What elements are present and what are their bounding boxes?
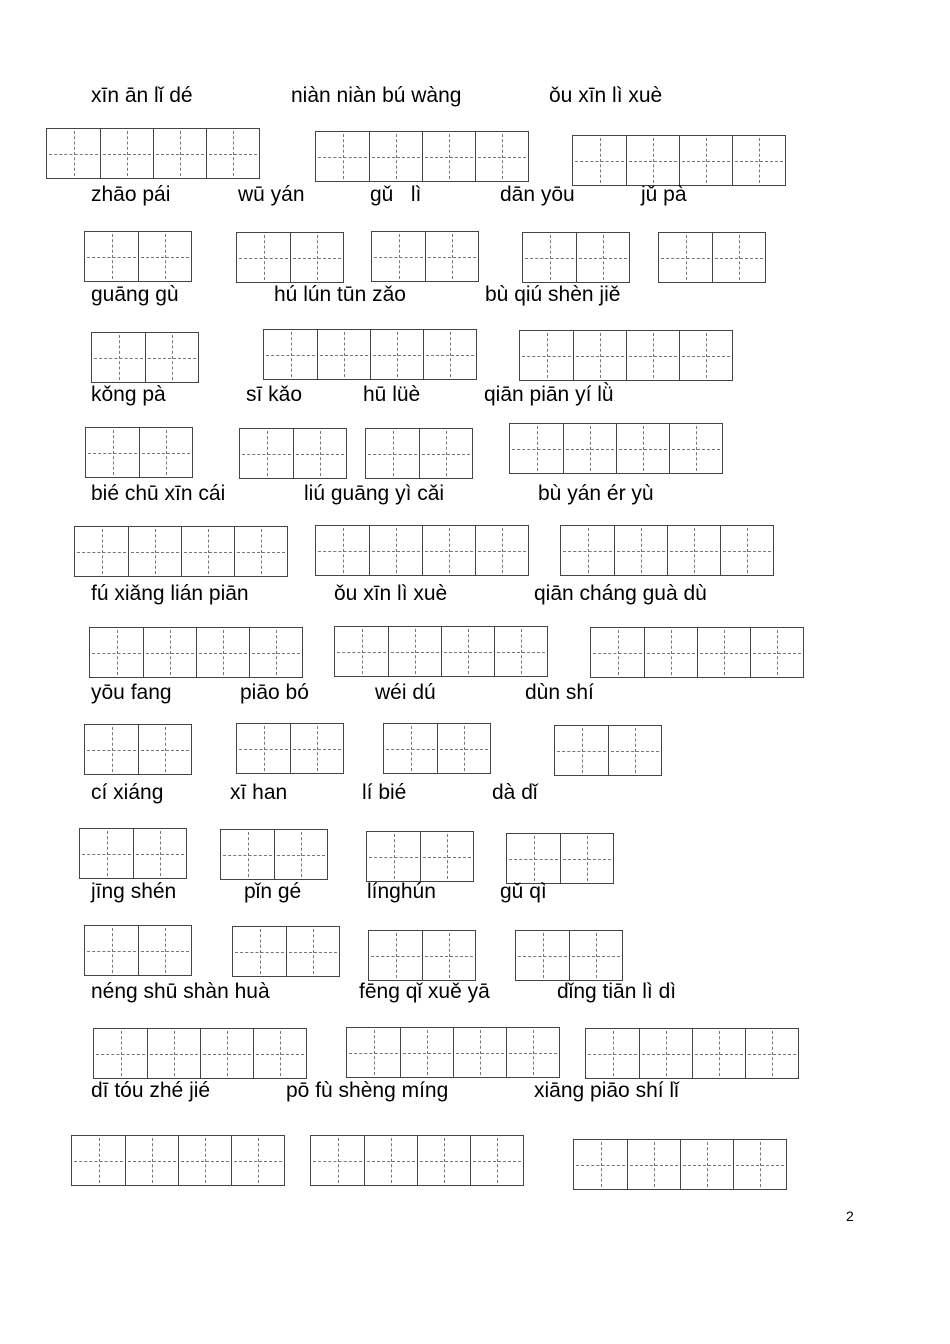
pinyin-prompt: dī tóu zhé jié (91, 1079, 211, 1102)
pinyin-prompt: gǔ qì (500, 880, 547, 903)
character-box[interactable] (554, 725, 662, 776)
pinyin-prompt: piāo bó (240, 681, 309, 704)
pinyin-prompt: pǐn gé (244, 880, 302, 903)
character-box[interactable] (590, 627, 804, 678)
character-box[interactable] (334, 626, 548, 677)
pinyin-prompt: xiāng piāo shí lǐ (534, 1079, 679, 1102)
character-box[interactable] (522, 232, 630, 283)
pinyin-prompt: fú xiǎng lián piān (91, 582, 249, 605)
character-box[interactable] (71, 1135, 285, 1186)
pinyin-prompt: dān yōu (500, 183, 575, 206)
character-box[interactable] (346, 1027, 560, 1078)
pinyin-prompt: bù yán ér yù (538, 482, 654, 505)
character-box[interactable] (236, 723, 344, 774)
character-box[interactable] (232, 926, 340, 977)
character-box[interactable] (84, 925, 192, 976)
pinyin-prompt: néng shū shàn huà (91, 980, 270, 1003)
character-box[interactable] (315, 131, 529, 182)
pinyin-prompt: jǔ pà (641, 183, 687, 206)
character-box[interactable] (85, 427, 193, 478)
character-box[interactable] (573, 1139, 787, 1190)
character-box[interactable] (383, 723, 491, 774)
character-box[interactable] (93, 1028, 307, 1079)
character-box[interactable] (560, 525, 774, 576)
character-box[interactable] (509, 423, 723, 474)
pinyin-prompt: cí xiáng (91, 781, 164, 804)
pinyin-prompt: yōu fang (91, 681, 172, 704)
pinyin-prompt: fēng qǐ xuě yā (359, 980, 490, 1003)
character-box[interactable] (506, 833, 614, 884)
character-box[interactable] (515, 930, 623, 981)
character-box[interactable] (263, 329, 477, 380)
pinyin-prompt: hū lüè (363, 383, 421, 406)
pinyin-prompt: dǐng tiān lì dì (557, 980, 677, 1003)
pinyin-prompt: lí bié (362, 781, 407, 804)
character-box[interactable] (315, 525, 529, 576)
character-box[interactable] (368, 930, 476, 981)
character-box[interactable] (89, 627, 303, 678)
character-box[interactable] (519, 330, 733, 381)
pinyin-prompt: qiān cháng guà dù (534, 582, 707, 605)
pinyin-prompt: wéi dú (375, 681, 436, 704)
pinyin-prompt: niàn niàn bú wàng (291, 84, 462, 107)
character-box[interactable] (585, 1028, 799, 1079)
pinyin-prompt: jīng shén (91, 880, 177, 903)
pinyin-prompt: dà dǐ (492, 781, 538, 804)
character-box[interactable] (84, 724, 192, 775)
pinyin-prompt: dùn shí (525, 681, 594, 704)
character-box[interactable] (365, 428, 473, 479)
pinyin-prompt: xīn ān lǐ dé (91, 84, 193, 107)
pinyin-prompt: bù qiú shèn jiě (485, 283, 621, 306)
pinyin-prompt: hú lún tūn zǎo (274, 283, 406, 306)
character-box[interactable] (84, 231, 192, 282)
pinyin-prompt: xī han (230, 781, 288, 804)
character-box[interactable] (236, 232, 344, 283)
pinyin-prompt: wū yán (238, 183, 305, 206)
pinyin-prompt: gǔ lì (370, 183, 422, 206)
pinyin-prompt: liú guāng yì cǎi (304, 482, 445, 505)
character-box[interactable] (658, 232, 766, 283)
character-box[interactable] (220, 829, 328, 880)
pinyin-prompt: sī kǎo (246, 383, 303, 406)
pinyin-prompt: zhāo pái (91, 183, 171, 206)
character-box[interactable] (79, 828, 187, 879)
pinyin-prompt: pō fù shèng míng (286, 1079, 449, 1102)
pinyin-prompt: bié chū xīn cái (91, 482, 226, 505)
character-box[interactable] (371, 231, 479, 282)
pinyin-prompt: guāng gù (91, 283, 179, 306)
pinyin-prompt: kǒng pà (91, 383, 166, 406)
character-box[interactable] (572, 135, 786, 186)
character-box[interactable] (366, 831, 474, 882)
pinyin-prompt: línghún (367, 880, 436, 903)
pinyin-prompt: qiān piān yí lǜ (484, 383, 614, 406)
pinyin-prompt: ǒu xīn lì xuè (334, 582, 448, 605)
character-box[interactable] (74, 526, 288, 577)
character-box[interactable] (310, 1135, 524, 1186)
character-box[interactable] (91, 332, 199, 383)
pinyin-prompt: ǒu xīn lì xuè (549, 84, 663, 107)
page-number: 2 (846, 1208, 854, 1224)
character-box[interactable] (239, 428, 347, 479)
character-box[interactable] (46, 128, 260, 179)
